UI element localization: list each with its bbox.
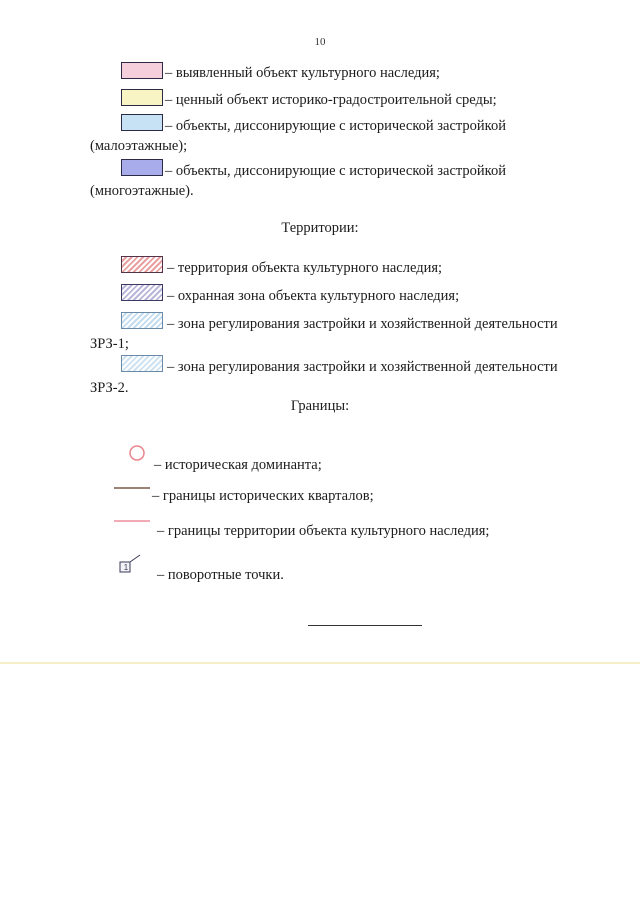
swatch-dissonant-lowrise bbox=[121, 114, 163, 131]
legend-protection-zone: – охранная зона объекта культурного наследия; bbox=[167, 288, 460, 304]
swatch-dissonant-highrise bbox=[121, 159, 163, 176]
line-icon bbox=[114, 518, 150, 524]
end-rule bbox=[308, 625, 422, 626]
territories-heading: Территории: bbox=[281, 220, 359, 236]
legend-dissonant-lowrise-cont: (малоэтажные); bbox=[90, 138, 188, 154]
swatch-zrz1 bbox=[121, 312, 163, 329]
borders-heading: Границы: bbox=[290, 398, 350, 414]
circle-icon bbox=[128, 444, 146, 462]
turning-point-marker: 1 bbox=[123, 563, 129, 572]
legend-valuable-object: – ценный объект историко-градостроительной среды; bbox=[165, 92, 497, 108]
swatch-zrz2 bbox=[121, 355, 163, 372]
line-icon bbox=[114, 485, 150, 491]
legend-zrz2: – зона регулирования застройки и хозяйственной деятельности bbox=[167, 359, 558, 375]
legend-heritage-territory: – территория объекта культурного наследия; bbox=[167, 260, 443, 276]
legend-identified-heritage: – выявленный объект культурного наследия; bbox=[165, 65, 440, 81]
legend-zrz1-cont: ЗРЗ-1; bbox=[90, 336, 129, 352]
swatch-identified-heritage bbox=[121, 62, 163, 79]
legend-heritage-borders: – границы территории объекта культурного наследия; bbox=[157, 523, 490, 539]
legend-zrz2-cont: ЗРЗ-2. bbox=[90, 380, 129, 396]
page-divider bbox=[0, 662, 640, 664]
legend-dissonant-highrise: – объекты, диссонирующие с исторической застройкой bbox=[165, 163, 506, 179]
legend-quarter-borders: – границы исторических кварталов; bbox=[152, 488, 374, 504]
legend-zrz1: – зона регулирования застройки и хозяйственной деятельности bbox=[167, 316, 558, 332]
swatch-valuable-object bbox=[121, 89, 163, 106]
legend-dissonant-highrise-cont: (многоэтажные). bbox=[90, 183, 194, 199]
legend-dissonant-lowrise: – объекты, диссонирующие с исторической застройкой bbox=[165, 118, 506, 134]
swatch-heritage-territory bbox=[121, 256, 163, 273]
legend-historic-dominant: – историческая доминанта; bbox=[154, 457, 322, 473]
swatch-protection-zone bbox=[121, 284, 163, 301]
legend-turning-points: – поворотные точки. bbox=[157, 567, 284, 583]
page-number: 10 bbox=[314, 36, 326, 48]
